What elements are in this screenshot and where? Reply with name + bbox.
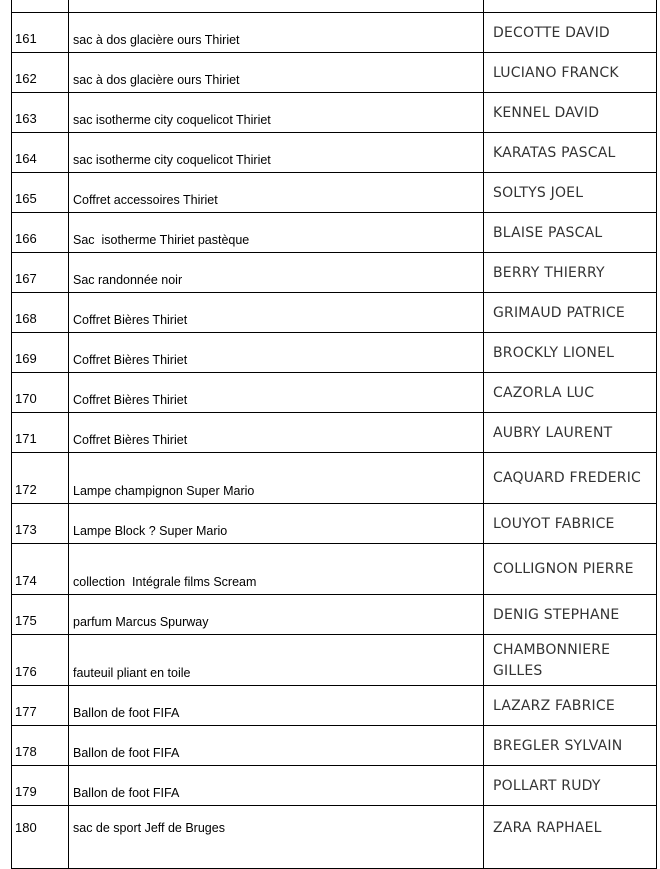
winner-cell: COLLIGNON PIERRE	[484, 544, 657, 595]
table-row	[12, 453, 657, 504]
row-number-cell: 167	[12, 253, 69, 293]
prize-cell: Coffret accessoires Thiriet	[69, 173, 484, 213]
table-row	[12, 373, 657, 413]
row-number-cell: 161	[12, 13, 69, 53]
prize-cell: sac de sport Jeff de Bruges	[69, 806, 484, 869]
table-row	[12, 173, 657, 213]
table-row	[12, 635, 657, 686]
winner-cell: SOLTYS JOEL	[484, 173, 657, 213]
table-row	[12, 213, 657, 253]
row-number-cell: 166	[12, 213, 69, 253]
prize-cell: Ballon de foot FIFA	[69, 686, 484, 726]
table-row	[12, 544, 657, 595]
row-number-cell: 171	[12, 413, 69, 453]
row-number-cell: 168	[12, 293, 69, 333]
row-number-cell: 162	[12, 53, 69, 93]
winner-cell	[484, 0, 657, 13]
table-row	[12, 686, 657, 726]
table-row	[12, 93, 657, 133]
prize-cell: Ballon de foot FIFA	[69, 766, 484, 806]
winner-cell: LUCIANO FRANCK	[484, 53, 657, 93]
row-number-cell: 163	[12, 93, 69, 133]
prize-table-body	[12, 0, 657, 869]
row-number-cell: 180	[12, 806, 69, 869]
winner-cell: LAZARZ FABRICE	[484, 686, 657, 726]
prize-cell: Sac isotherme Thiriet pastèque	[69, 213, 484, 253]
prize-winners-table	[11, 0, 657, 869]
winner-cell: BERRY THIERRY	[484, 253, 657, 293]
winner-cell: KENNEL DAVID	[484, 93, 657, 133]
table-row	[12, 766, 657, 806]
table-row	[12, 413, 657, 453]
prize-cell: sac isotherme city coquelicot Thiriet	[69, 133, 484, 173]
prize-cell: Coffret Bières Thiriet	[69, 373, 484, 413]
table-row	[12, 253, 657, 293]
row-number-cell: 174	[12, 544, 69, 595]
partial-row	[12, 0, 657, 13]
row-number-cell: 172	[12, 453, 69, 504]
winner-cell: KARATAS PASCAL	[484, 133, 657, 173]
prize-cell: sac isotherme city coquelicot Thiriet	[69, 93, 484, 133]
prize-cell: collection Intégrale films Scream	[69, 544, 484, 595]
winner-cell: CAZORLA LUC	[484, 373, 657, 413]
prize-cell	[69, 0, 484, 13]
row-number-cell: 165	[12, 173, 69, 213]
row-number-cell: 177	[12, 686, 69, 726]
prize-cell: sac à dos glacière ours Thiriet	[69, 13, 484, 53]
winner-cell: ZARA RAPHAEL	[484, 806, 657, 869]
prize-cell: Sac randonnée noir	[69, 253, 484, 293]
row-number-cell: 164	[12, 133, 69, 173]
winner-cell: LOUYOT FABRICE	[484, 504, 657, 544]
winner-cell: DECOTTE DAVID	[484, 13, 657, 53]
table-row	[12, 53, 657, 93]
prize-cell: parfum Marcus Spurway	[69, 595, 484, 635]
prize-cell: Coffret Bières Thiriet	[69, 293, 484, 333]
winner-cell: DENIG STEPHANE	[484, 595, 657, 635]
table-row	[12, 293, 657, 333]
table-row	[12, 595, 657, 635]
prize-cell: Coffret Bières Thiriet	[69, 333, 484, 373]
row-number-cell: 178	[12, 726, 69, 766]
winner-cell: BROCKLY LIONEL	[484, 333, 657, 373]
prize-cell: Coffret Bières Thiriet	[69, 413, 484, 453]
prize-cell: Ballon de foot FIFA	[69, 726, 484, 766]
row-number-cell: 179	[12, 766, 69, 806]
winner-cell: BREGLER SYLVAIN	[484, 726, 657, 766]
winner-cell: GRIMAUD PATRICE	[484, 293, 657, 333]
winner-cell: AUBRY LAURENT	[484, 413, 657, 453]
row-number-cell: 176	[12, 635, 69, 686]
table-row	[12, 133, 657, 173]
row-number-cell: 173	[12, 504, 69, 544]
table-row	[12, 13, 657, 53]
table-row	[12, 726, 657, 766]
row-number-cell	[12, 0, 69, 13]
row-number-cell: 169	[12, 333, 69, 373]
winner-cell: CAQUARD FREDERIC	[484, 453, 657, 504]
winner-cell: POLLART RUDY	[484, 766, 657, 806]
prize-cell: sac à dos glacière ours Thiriet	[69, 53, 484, 93]
table-row	[12, 333, 657, 373]
winner-cell: CHAMBONNIERE GILLES	[484, 635, 657, 686]
table-row	[12, 806, 657, 869]
winner-cell: BLAISE PASCAL	[484, 213, 657, 253]
prize-cell: fauteuil pliant en toile	[69, 635, 484, 686]
table-row	[12, 504, 657, 544]
prize-cell: Lampe champignon Super Mario	[69, 453, 484, 504]
prize-cell: Lampe Block ? Super Mario	[69, 504, 484, 544]
row-number-cell: 170	[12, 373, 69, 413]
row-number-cell: 175	[12, 595, 69, 635]
